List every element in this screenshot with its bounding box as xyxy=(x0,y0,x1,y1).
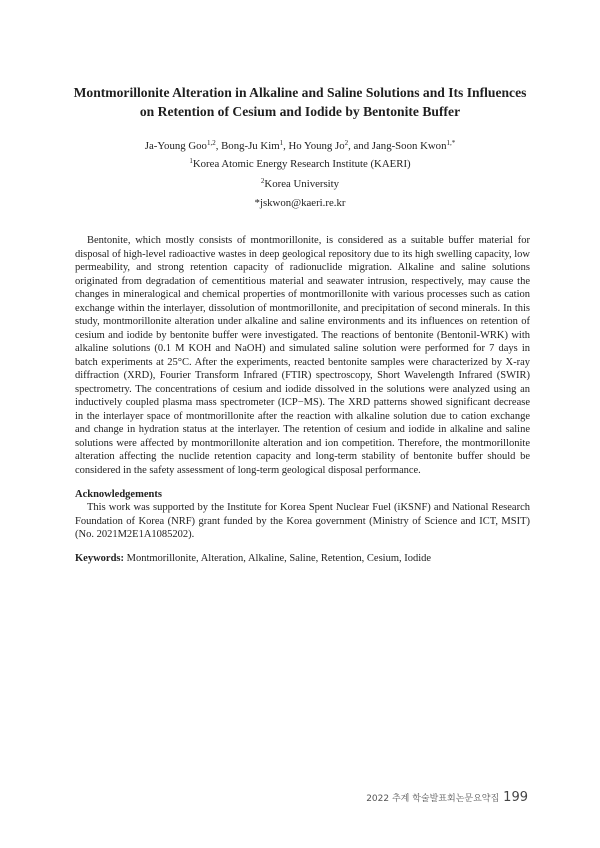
affiliation-text: Korea Atomic Energy Research Institute (KAERI) xyxy=(192,158,411,170)
affiliation-text: Korea University xyxy=(264,178,340,190)
affiliation-mark: 1 xyxy=(189,157,193,165)
author-name: , Bong-Ju Kim xyxy=(215,140,280,152)
author-affiliation-mark: 1,* xyxy=(446,139,456,147)
page-footer xyxy=(366,790,528,805)
acknowledgements-body: This work was supported by the Institute for Korea Spent Nuclear Fuel (iKSNF) and National Research Foundation of Korea (NRF) grant funded by the Korea government (Ministry of Science and ICT, MSIT) (No. 2021M2E1A1085202). xyxy=(75,502,530,540)
affiliation-mark: 2 xyxy=(260,177,265,185)
author-affiliation-mark: 1 xyxy=(279,139,284,147)
corresponding-author-mark: * xyxy=(451,139,456,147)
acknowledgements-heading: Acknowledgements xyxy=(75,489,162,500)
abstract-body: Bentonite, which mostly consists of montmorillonite, is considered as a suitable buffer material for disposal of high-level radioactive wastes in deep geological repository due to its high swelling capacity, low permeability, and strong retention capacity of radionuclide migration. Alkaline and saline solutions originated from degradation of cementitious material and seawater intrusion, respectively, may cause the changes in mineralogical and chemical properties of montmorillonite with various processes such as cation exchange within the interlayer, dissolution of montmorillonite, and precipitation of second minerals. In this study, montmorillonite alteration under alkaline and saline environments and its influences on retention of cesium and iodide by bentonite buffer were investigated. The reactions of bentonite (Bentonil-WRK) with alkaline solutions (0.1 M KOH and NaOH) and simulated saline solution were performed for 7 days in batch experiments at 25°C. After the experiments, reacted bentonite samples were characterized by X-ray diffraction (XRD), Fourier Transform Infrared (FTIR) spectroscopy, Short Wavelength Infrared (SWIR) spectrometry. The concentrations of cesium and iodide dissolved in the solutions were analyzed using an inductively coupled plasma mass spectrometer (ICP−MS). The XRD patterns showed significant decrease in the interlayer space of montmorillonite after the reaction with alkaline solution due to cation exchange and change in hydration status at the interlayer. The retention of cesium and iodide in alkaline and saline solutions were affected by montmorillonite alteration and ion competition. Therefore, the montmorillonite alteration affecting the nuclide retention capacity and long-term stability of bentonite buffer should be considered in the safety assessment of long-term geological disposal performance. xyxy=(75,235,530,476)
author-name: , and Jang-Soon Kwon xyxy=(348,140,447,152)
author-affiliation-mark: 1,2 xyxy=(206,139,216,147)
page-number: 199 xyxy=(503,790,528,805)
paper-title xyxy=(60,83,540,121)
author-list xyxy=(0,139,600,153)
keywords-line xyxy=(75,552,535,565)
affiliation-2 xyxy=(0,177,600,191)
journal-name: 2022 추계 학술발표회논문요약집 xyxy=(366,794,500,804)
keywords-text: Montmorillonite, Alteration, Alkaline, Saline, Retention, Cesium, Iodide xyxy=(124,553,432,564)
author-name: Ja-Young Goo xyxy=(144,140,207,152)
author-affiliation-mark: 2 xyxy=(344,139,349,147)
title-line-2: on Retention of Cesium and Iodide by Bentonite Buffer xyxy=(139,104,461,119)
affiliation-1 xyxy=(0,157,600,171)
title-line-1: Montmorillonite Alteration in Alkaline and Saline Solutions and Its Influences xyxy=(73,85,527,100)
keywords-label: Keywords: xyxy=(75,553,124,564)
author-name: , Ho Young Jo xyxy=(283,140,345,152)
corresponding-email: *jskwon@kaeri.re.kr xyxy=(254,197,346,209)
